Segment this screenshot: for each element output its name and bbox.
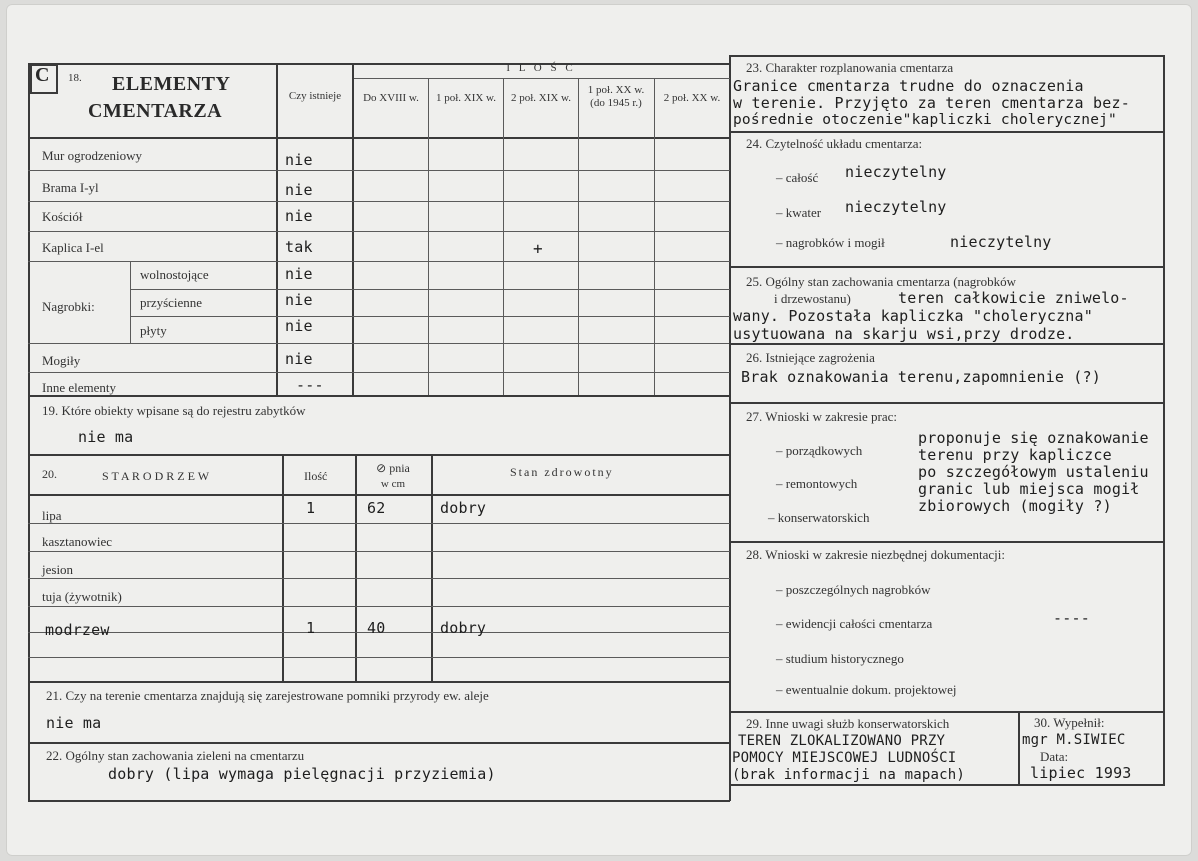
s20-title: S T A R O D R Z E W [102, 469, 210, 483]
rule [28, 523, 730, 524]
s23-line: Granice cmentarza trudne do oznaczenia [733, 77, 1084, 95]
rule [1018, 711, 1020, 785]
s24-value: nieczytelny [845, 163, 947, 181]
tree-name: modrzew [45, 621, 110, 639]
s21-value: nie ma [46, 714, 102, 732]
rule [503, 78, 504, 396]
s28-item: – poszczególnych nagrobków [776, 582, 931, 597]
rule [654, 78, 655, 396]
s19-label: 19. Które obiekty wpisane są do rejestru zabytków [42, 403, 306, 418]
chapel-mark: + [533, 239, 543, 258]
s24-item: – nagrobków i mogił [776, 235, 885, 250]
s29-value: POMOCY MIEJSCOWEJ LUDNOŚCI [732, 750, 957, 766]
period-header: 2 poł. XX w. [663, 92, 721, 104]
rule [28, 201, 730, 202]
row-label: wolnostojące [140, 267, 209, 282]
s29-label: 29. Inne uwagi służb konserwatorskich [746, 716, 950, 731]
row-exists: nie [285, 317, 313, 335]
rule [28, 231, 730, 232]
s22-value: dobry (lipa wymaga pielęgnacji przyziemia) [108, 765, 496, 783]
rule [729, 131, 1165, 133]
row-label: Mogiły [42, 353, 81, 368]
period-header: 2 poł. XIX w. [510, 92, 572, 104]
row-exists: nie [285, 207, 313, 225]
rule [130, 261, 131, 343]
s28-item: – studium historycznego [776, 651, 904, 666]
s29-value: TEREN ZLOKALIZOWANO PRZY [738, 733, 946, 749]
rule [130, 316, 730, 317]
s26-value: Brak oznakowania terenu,zapomnienie (?) [741, 368, 1101, 386]
s28-label: 28. Wnioski w zakresie niezbędnej dokumentacji: [746, 547, 1005, 562]
s26-label: 26. Istniejące zagrożenia [746, 350, 875, 365]
tree-count: 1 [306, 499, 316, 517]
row-exists: nie [285, 350, 313, 368]
rule [428, 78, 429, 396]
s30-date: lipiec 1993 [1030, 764, 1132, 782]
rule [28, 137, 730, 139]
s22-label: 22. Ogólny stan zachowania zieleni na cmentarzu [46, 748, 305, 763]
s20-col-pnia: ⊘ pnia [376, 461, 410, 475]
s24-label: 24. Czytelność układu cmentarza: [746, 136, 923, 151]
tree-count: 1 [306, 619, 316, 637]
rule [28, 454, 730, 456]
s20-number: 20. [42, 467, 57, 481]
rule [130, 289, 730, 290]
row-exists: nie [285, 291, 313, 309]
rule [282, 454, 284, 682]
rule [28, 681, 730, 683]
s27-value: zbiorowych (mogiły ?) [918, 497, 1112, 515]
rule [729, 711, 1165, 713]
s23-label: 23. Charakter rozplanowania cmentarza [746, 60, 954, 75]
s24-item: – całość [776, 170, 819, 185]
s23-line: w terenie. Przyjęto za teren cmentarza bez- [733, 94, 1130, 112]
row-exists: nie [285, 151, 313, 169]
s24-value: nieczytelny [950, 233, 1052, 251]
tree-state: dobry [440, 619, 487, 637]
row-exists: tak [285, 238, 313, 256]
row-exists: --- [296, 376, 324, 394]
s21-label: 21. Czy na terenie cmentarza znajdują się zarejestrowane pomniki przyrody ew. aleje [46, 688, 489, 703]
row-label: Brama I-yl [42, 180, 99, 195]
ilosc-header: I L O Ś C [506, 62, 576, 74]
row-label: Mur ogrodzeniowy [42, 148, 143, 163]
s20-col-stan: Stan zdrowotny [510, 465, 614, 479]
rule [28, 170, 730, 171]
rule [28, 657, 730, 658]
rule [1163, 55, 1165, 785]
tree-name: kasztanowiec [42, 534, 113, 549]
row-exists: nie [285, 265, 313, 283]
rule [28, 372, 730, 373]
rule [28, 343, 730, 344]
rule [729, 784, 1165, 786]
rule [578, 78, 579, 396]
s30-label: 30. Wypełnił: [1034, 715, 1105, 730]
rule [729, 55, 1165, 57]
tree-name: jesion [42, 562, 74, 577]
row-label: przyścienne [140, 295, 203, 310]
rule [28, 800, 730, 802]
period-header: 1 poł. XX w. (do 1945 r.) [587, 84, 645, 109]
rule [28, 606, 730, 607]
s25-value: wany. Pozostała kapliczka "choleryczna" [733, 307, 1093, 325]
section-mark: C [35, 64, 50, 86]
row-label: Kaplica I-el [42, 240, 104, 255]
row-label: płyty [140, 323, 167, 338]
s27-label: 27. Wnioski w zakresie prac: [746, 409, 898, 424]
row-exists: nie [285, 181, 313, 199]
s27-item: – remontowych [776, 476, 858, 491]
title-line2: CMENTARZA [88, 100, 223, 122]
title-line1: ELEMENTY [112, 73, 231, 95]
tree-state: dobry [440, 499, 487, 517]
s24-value: nieczytelny [845, 198, 947, 216]
s20-col-pnia-unit: w cm [380, 478, 406, 490]
s30-person: mgr M.SIWIEC [1022, 732, 1126, 748]
tree-diameter: 62 [367, 499, 386, 517]
rule [28, 578, 730, 579]
s24-item: – kwater [776, 205, 822, 220]
rule [276, 63, 278, 396]
s27-value: granic lub miejsca mogił [918, 480, 1140, 498]
col-exists-header: Czy istnieje [288, 90, 342, 102]
rule [28, 742, 730, 744]
rule [352, 63, 354, 396]
s19-value: nie ma [78, 428, 134, 446]
rule [28, 494, 730, 496]
period-header: 1 poł. XIX w. [435, 92, 497, 104]
s29-value: (brak informacji na mapach) [732, 767, 965, 783]
s30-date-label: Data: [1040, 749, 1069, 764]
s25-label-cont: i drzewostanu) [774, 291, 851, 306]
rule [28, 395, 730, 397]
s25-value: teren całkowicie zniwelo- [898, 289, 1129, 307]
tree-name: lipa [42, 508, 62, 523]
rule [729, 402, 1165, 404]
s28-item: – ewentualnie dokum. projektowej [776, 682, 957, 697]
s20-col-ilosc: Ilość [304, 469, 328, 483]
s27-value: po szczegółowym ustaleniu [918, 463, 1149, 481]
s27-value: proponuje się oznakowanie [918, 429, 1149, 447]
rule [729, 266, 1165, 268]
row-label: Inne elementy [42, 380, 116, 395]
rule [352, 78, 730, 79]
s27-item: – konserwatorskich [768, 510, 870, 525]
s27-value: terenu przy kapliczce [918, 446, 1112, 464]
s27-item: – porządkowych [776, 443, 863, 458]
rule [28, 63, 30, 801]
s23-line: pośrednie otoczenie"kapliczki cholerycznej" [733, 112, 1117, 128]
section-number: 18. [68, 72, 82, 84]
tree-diameter: 40 [367, 619, 386, 637]
s25-label: 25. Ogólny stan zachowania cmentarza (nagrobków [746, 274, 1017, 289]
rule [431, 454, 433, 682]
rule [729, 541, 1165, 543]
tree-name: tuja (żywotnik) [42, 589, 122, 604]
period-header: Do XVIII w. [363, 92, 419, 104]
nagrobki-label: Nagrobki: [42, 299, 95, 314]
s25-value: usytuowana na skarju wsi,przy drodze. [733, 325, 1075, 343]
rule [729, 343, 1165, 345]
s28-value: ---- [1053, 609, 1090, 627]
rule [729, 55, 731, 801]
rule [28, 261, 730, 262]
rule [28, 551, 730, 552]
s28-item: – ewidencji całości cmentarza [776, 616, 933, 631]
row-label: Kościół [42, 209, 83, 224]
